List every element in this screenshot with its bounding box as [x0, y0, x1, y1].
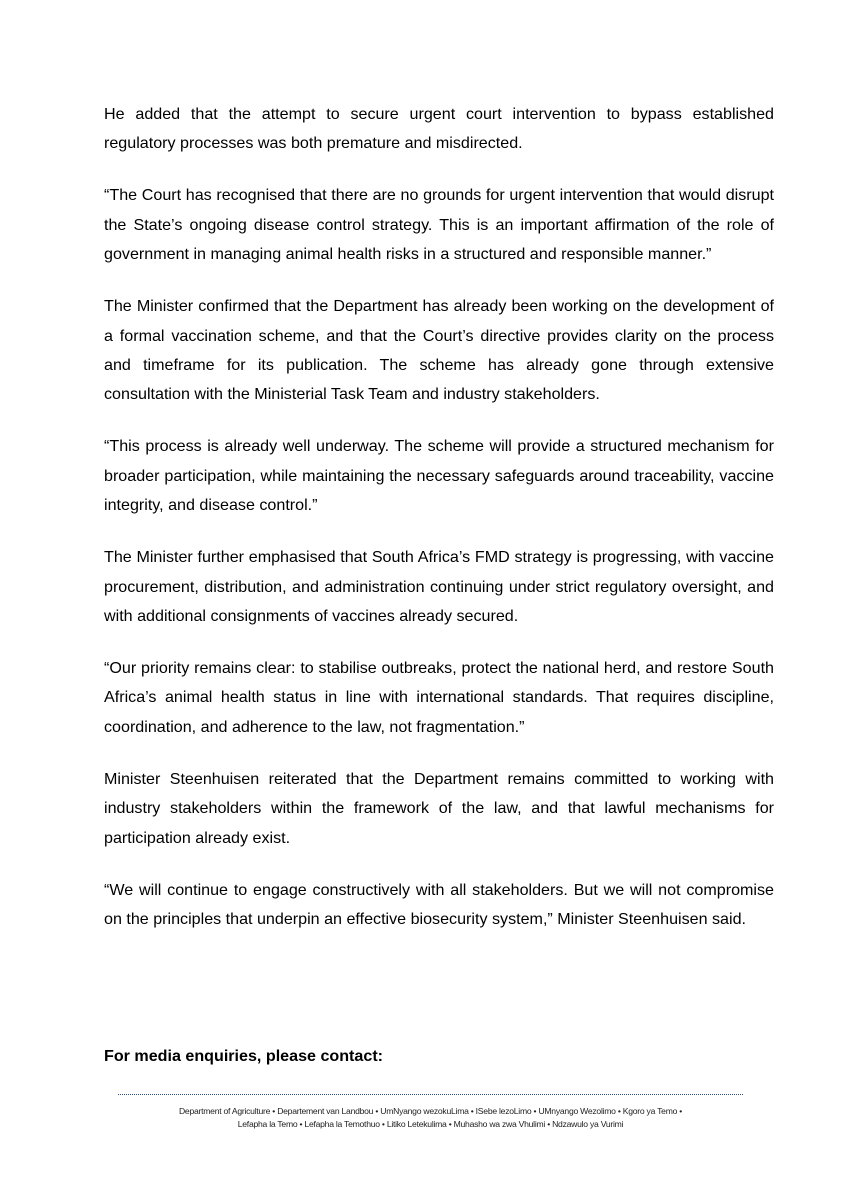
document-body — [104, 100, 774, 957]
footer-line-1: Department of Agriculture • Departement van Landbou • UmNyango wezokuLima • ISebe lezoLimo • UMnyango Wezolimo • Kgoro ya Temo • — [178, 1106, 683, 1116]
footer-line-2: Lefapha la Temo • Lefapha la Temothuo • Litiko Letekulima • Muhasho wa zwa Vhulimi • Ndzawulo ya Vurimi — [237, 1118, 624, 1129]
footer-department-names — [118, 1105, 743, 1130]
paragraph-8: “We will continue to engage constructively with all stakeholders. But we will not compromise on the principles that underpin an effective biosecurity system,” Minister Steenhuisen said. — [104, 880, 774, 929]
media-contact-heading: For media enquiries, please contact: — [104, 1047, 384, 1065]
paragraph-1: He added that the attempt to secure urgent court intervention to bypass established regulatory processes was both premature and misdirected. — [104, 105, 774, 153]
paragraph-4: “This process is already well underway. The scheme will provide a structured mechanism for broader participation, while maintaining the necessary safeguards around traceability, vaccine integrity, and disease control.” — [104, 437, 774, 515]
paragraph-7: Minister Steenhuisen reiterated that the Department remains committed to working with industry stakeholders within the framework of the law, and that lawful mechanisms for participation already exist. — [104, 769, 774, 847]
paragraph-6: “Our priority remains clear: to stabilise outbreaks, protect the national herd, and restore South Africa’s animal health status in line with international standards. That requires discipline, coordination, and adherence to the law, not fragmentation.” — [104, 659, 774, 736]
paragraph-3: The Minister confirmed that the Department has already been working on the development of a formal vaccination scheme, and that the Court’s directive provides clarity on the process and timeframe for its publication. The scheme has already gone through extensive consultation with the Ministerial Task Team and industry stakeholders. — [104, 297, 774, 404]
paragraph-5: The Minister further emphasised that South Africa’s FMD strategy is progressing, with vaccine procurement, distribution, and administration continuing under strict regulatory oversight, and with additional consignments of vaccines already secured. — [104, 548, 774, 626]
footer-divider — [118, 1094, 743, 1095]
paragraph-2: “The Court has recognised that there are no grounds for urgent intervention that would disrupt the State’s ongoing disease control strategy. This is an important affirmation of the role of government in managing animal health risks in a structured and responsible manner.” — [104, 186, 774, 264]
